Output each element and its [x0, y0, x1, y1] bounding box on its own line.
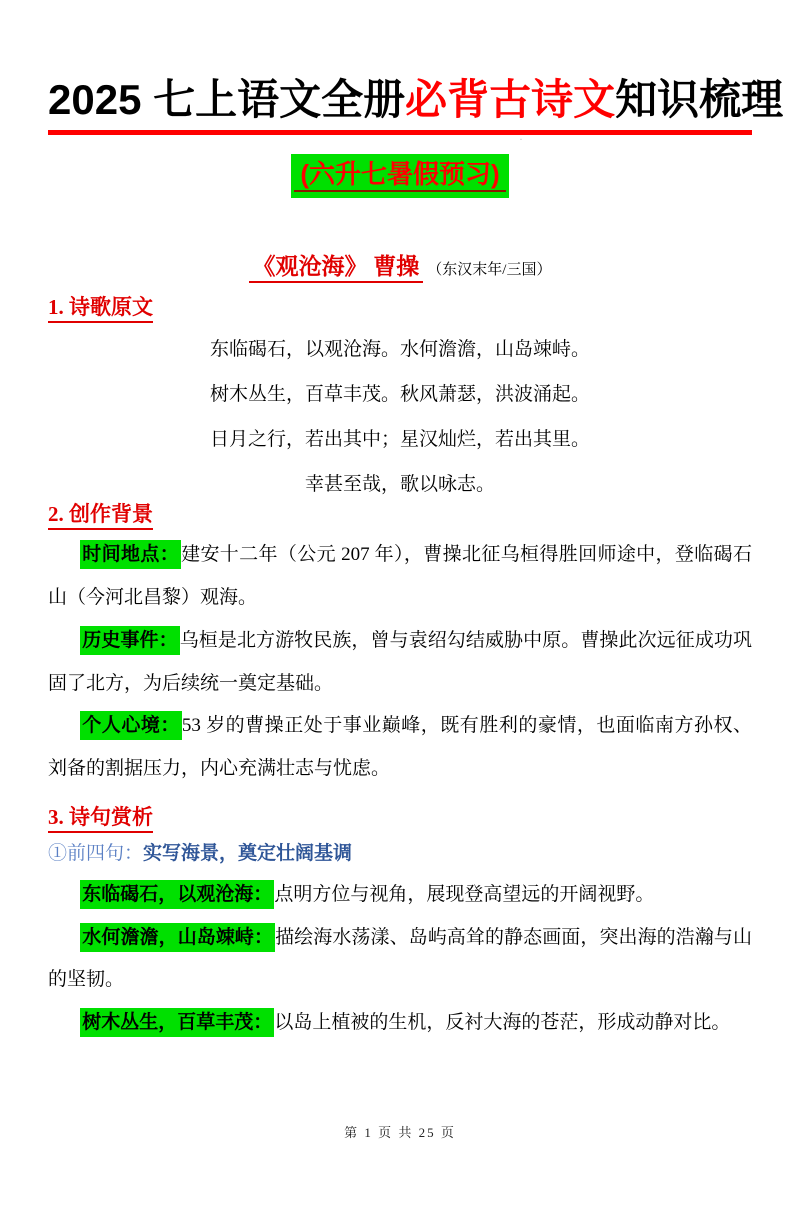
poem-line: 东临碣石，以观沧海。水何澹澹，山岛竦峙。	[209, 339, 590, 361]
poem-body	[48, 338, 752, 496]
title-part-2: 知识梳理	[615, 76, 784, 123]
subtitle-text: (六升七暑假预习)	[300, 159, 500, 190]
title-part-1: 2025 七上语文全册	[48, 76, 406, 123]
poem-line: 树木丛生，百草丰茂。秋风萧瑟，洪波涌起。	[209, 384, 590, 406]
background-text: 乌桓是北方游牧民族，曾与袁绍勾结威胁中原。曹操此次远征成功巩固了北方，为后续统一奠定基础。	[48, 629, 752, 694]
highlight-label-personal-mood: 个人心境：	[80, 711, 182, 740]
analysis-text: 描绘海水荡漾、岛屿高耸的静态画面，突出海的浩瀚与山的坚韧。	[48, 926, 752, 991]
poem-line: 幸甚至哉，歌以咏志。	[304, 474, 495, 496]
faint-artifact-mark: ·	[519, 132, 523, 146]
analysis-item	[48, 874, 752, 917]
analysis-subheading	[48, 842, 752, 867]
section-2-heading-text: 2. 创作背景	[48, 502, 153, 530]
section-1-heading-text: 1. 诗歌原文	[48, 295, 153, 323]
page-number-footer	[0, 1122, 800, 1141]
poem-era: （东汉末年/三国）	[427, 261, 552, 278]
analysis-text: 以岛上植被的生机，反衬大海的苍茫，形成动静对比。	[274, 1012, 731, 1034]
highlight-label-time-place: 时间地点：	[80, 540, 181, 569]
poem-line: 日月之行，若出其中；星汉灿烂，若出其里。	[209, 429, 590, 451]
background-text: 53 岁的曹操正处于事业巅峰，既有胜利的豪情，也面临南方孙权、刘备的割据压力，内心充满壮志与忧虑。	[48, 715, 752, 780]
document-page	[0, 76, 800, 1045]
section-heading-background	[48, 501, 752, 527]
background-paragraph	[48, 534, 752, 620]
page-number-text: 第 1 页 共 25 页	[344, 1125, 456, 1140]
poem-title: 《观沧海》 曹操	[249, 254, 424, 283]
subtitle-row	[48, 154, 752, 198]
section-heading-analysis	[48, 804, 752, 830]
highlight-label-verse-3: 树木丛生，百草丰茂：	[80, 1008, 274, 1037]
highlight-label-verse-2: 水何澹澹，山岛竦峙：	[80, 923, 275, 952]
section-heading-poem-original	[48, 294, 752, 320]
highlight-label-verse-1: 东临碣石，以观沧海：	[80, 880, 274, 909]
poem-header	[48, 248, 752, 281]
subtitle-highlight	[291, 154, 508, 198]
section-3-heading-text: 3. 诗句赏析	[48, 805, 153, 833]
background-paragraph	[48, 620, 752, 706]
analysis-item	[48, 917, 752, 1003]
background-text: 建安十二年（公元 207 年），曹操北征乌桓得胜回师途中，登临碣石山（今河北昌黎）观海。	[48, 544, 752, 609]
document-title	[48, 76, 784, 135]
analysis-subheading-text: 实写海景，奠定壮阔基调	[143, 843, 353, 865]
background-paragraph	[48, 705, 752, 791]
highlight-label-history-event: 历史事件：	[80, 626, 179, 655]
title-red-part: 必背古诗文	[405, 76, 616, 123]
analysis-item	[48, 1002, 752, 1045]
analysis-text: 点明方位与视角，展现登高望远的开阔视野。	[274, 883, 655, 905]
analysis-subheading-marker: ①前四句：	[48, 843, 144, 865]
